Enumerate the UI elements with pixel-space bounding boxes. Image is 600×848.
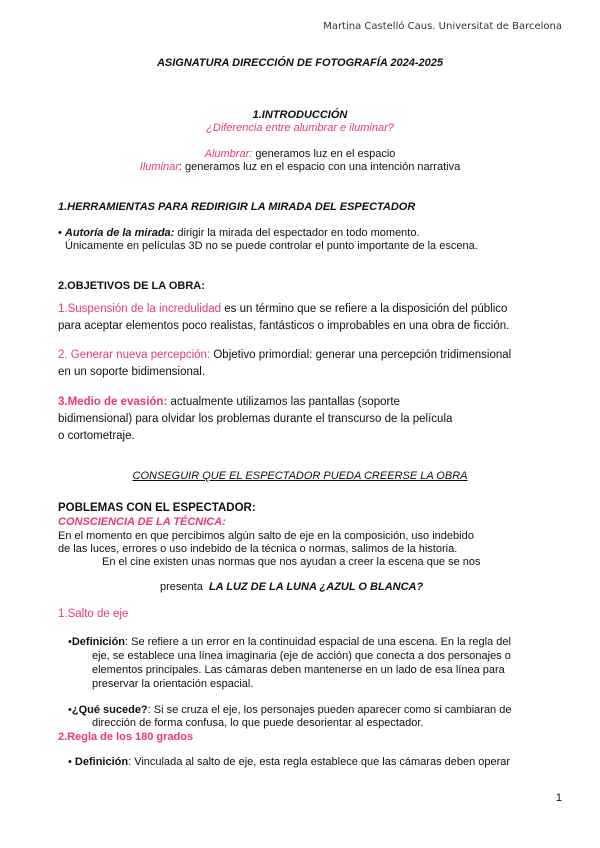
- section-heading: CONSEGUIR QUE EL ESPECTADOR PUEDA CREERSE LA OBRA: [132, 470, 468, 482]
- objective-3-text: actualmente utilizamos las pantallas (soporte: [167, 396, 400, 408]
- problems-heading: POBLEMAS CON EL ESPECTADOR:: [58, 502, 256, 514]
- bullet: •: [68, 756, 72, 768]
- regla-def-text: : Vinculada al salto de eje, esta regla establece que las cámaras deben operar: [128, 756, 511, 768]
- salto-q-line2: dirección de forma confusa, lo que puede desorientar al espectador.: [92, 717, 424, 729]
- objective-3-line3: o cortometraje.: [58, 430, 135, 442]
- objective-3-term: 3.Medio de evasión:: [58, 396, 168, 408]
- salto-q-text: : Si se cruza el eje, los personajes pueden aparecer como si cambiaran de: [147, 704, 512, 716]
- tools-line2: Únicamente en películas 3D no se puede controlar el punto importante de la escena.: [65, 240, 478, 252]
- objective-2-line1: [58, 349, 511, 361]
- salto-q-line1: [68, 704, 511, 716]
- salto-def-line1: [68, 636, 511, 648]
- intro-question: ¿Diferencia entre alumbrar e iluminar?: [206, 122, 394, 134]
- problems-line3: En el cine existen unas normas que nos ayudan a creer la escena que se nos: [102, 556, 481, 568]
- salto-heading: 1.Salto de eje: [58, 608, 129, 620]
- alumbrar-def: generamos luz en el espacio: [252, 148, 396, 160]
- tools-term: Autoría de la mirada:: [64, 227, 175, 239]
- bullet: •: [68, 704, 72, 716]
- salto-def-line3: elementos principales. Las cámaras deben mantenerse en un lado de esa línea para: [92, 664, 505, 676]
- page-header-author: Martina Castelló Caus. Universitat de Barcelona: [323, 21, 562, 32]
- tools-bullet-line: [58, 227, 420, 239]
- problems-subheading: CONSCIENCIA DE LA TÉCNICA:: [58, 516, 226, 528]
- tools-def: dirigir la mirada del espectador en todo momento.: [174, 227, 420, 239]
- iluminar-line: [0, 161, 600, 173]
- alumbrar-term: Alumbrar:: [204, 148, 253, 160]
- objective-1-line1: [58, 303, 507, 315]
- moon-light-title: LA LUZ DE LA LUNA ¿AZUL O BLANCA?: [208, 581, 424, 593]
- objective-2-term: 2. Generar nueva percepción:: [58, 349, 211, 361]
- salto-def-term: Definición: [71, 636, 126, 648]
- iluminar-term: Iluminar: [139, 161, 179, 173]
- objective-3-line1: [58, 396, 400, 408]
- objective-1-line2: para aceptar elementos poco realistas, fantásticos o improbables en una obra de ficción.: [58, 320, 510, 332]
- alumbrar-line: [0, 148, 600, 160]
- regla-def-line1: [68, 756, 510, 768]
- regla-heading: 2.Regla de los 180 grados: [58, 731, 194, 743]
- bullet: •: [58, 227, 62, 239]
- salto-q-term: ¿Qué sucede?: [71, 704, 148, 716]
- page-number: 1: [555, 792, 562, 804]
- objective-1-term: 1.Suspensión de la incredulidad: [58, 303, 222, 315]
- tools-heading: 1.HERRAMIENTAS PARA REDIRIGIR LA MIRADA DEL ESPECTADOR: [58, 201, 416, 213]
- regla-def-term: Definición: [74, 756, 129, 768]
- salto-def-line2: eje, se establece una línea imaginaria (eje de acción) que conecta a dos personajes o: [92, 650, 511, 662]
- document-title: ASIGNATURA DIRECCIÓN DE FOTOGRAFÍA 2024-2025: [156, 57, 444, 69]
- salto-def-text: : Se refiere a un error en la continuidad espacial de una escena. En la regla del: [125, 636, 511, 648]
- objectives-heading: 2.OBJETIVOS DE LA OBRA:: [58, 280, 205, 292]
- problems-line1: En el momento en que percibimos algún salto de eje en la composición, uso indebido: [58, 530, 474, 542]
- objective-3-line2: bidimensional) para olvidar los problemas durante el transcurso de la película: [58, 413, 453, 425]
- iluminar-def: : generamos luz en el espacio con una intención narrativa: [178, 161, 461, 173]
- intro-heading: 1.INTRODUCCIÓN: [252, 109, 348, 121]
- problems-line2: de las luces, errores o uso indebido de la técnica o normas, salimos de la historia.: [58, 543, 458, 555]
- salto-def-line4: preservar la orientación espacial.: [92, 678, 254, 690]
- objective-2-text: Objetivo primordial: generar una percepción tridimensional: [210, 349, 512, 361]
- objective-2-line2: en un soporte bidimensional.: [58, 366, 206, 378]
- problems-line4: [160, 581, 423, 593]
- problems-presenta: presenta: [160, 581, 203, 593]
- objective-1-text: es un término que se refiere a la disposición del público: [221, 303, 508, 315]
- bullet: •: [68, 636, 72, 648]
